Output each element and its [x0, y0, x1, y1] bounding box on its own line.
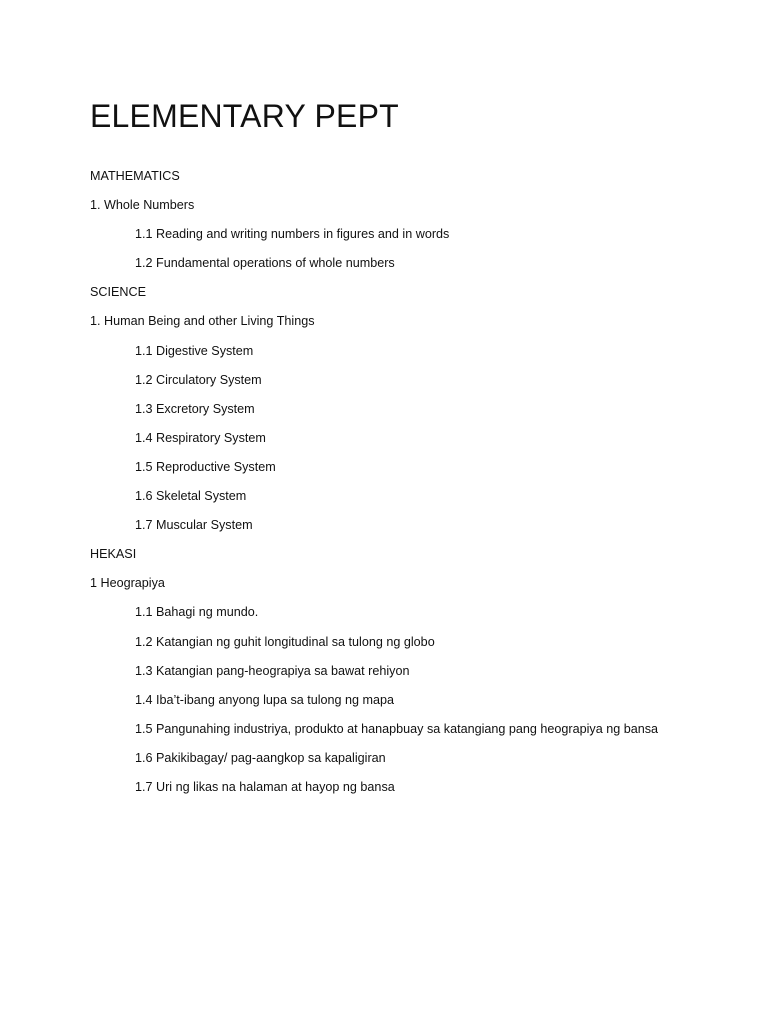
subtopic-item: 1.7 Uri ng likas na halaman at hayop ng bansa: [135, 779, 395, 794]
subtopic-item: 1.5 Reproductive System: [135, 459, 276, 474]
topic-human-being: 1. Human Being and other Living Things: [90, 314, 315, 329]
subtopic-item: 1.2 Fundamental operations of whole numbers: [135, 256, 395, 271]
section-heading-science: SCIENCE: [90, 285, 146, 300]
document-title: ELEMENTARY PEPT: [90, 98, 399, 134]
section-heading-hekasi: HEKASI: [90, 547, 137, 562]
subtopic-item: 1.6 Pakikibagay/ pag-aangkop sa kapaligiran: [135, 750, 386, 765]
document-body: [0, 162, 768, 802]
subtopic-item: 1.2 Katangian ng guhit longitudinal sa tulong ng globo: [135, 634, 435, 649]
subtopic-item: 1.1 Reading and writing numbers in figures and in words: [135, 227, 450, 242]
topic-heograpiya: 1 Heograpiya: [90, 576, 165, 591]
section-heading-mathematics: MATHEMATICS: [90, 169, 180, 183]
subtopic-item: 1.3 Katangian pang-heograpiya sa bawat rehiyon: [135, 663, 410, 678]
subtopic-item: 1.6 Skeletal System: [135, 489, 247, 504]
subtopic-item: 1.2 Circulatory System: [135, 372, 262, 387]
subtopic-item: 1.7 Muscular System: [135, 518, 253, 533]
subtopic-item: 1.4 Respiratory System: [135, 430, 266, 445]
topic-whole-numbers: 1. Whole Numbers: [90, 198, 195, 213]
subtopic-item: 1.4 Iba’t-ibang anyong lupa sa tulong ng mapa: [135, 692, 395, 707]
subtopic-item: 1.1 Bahagi ng mundo.: [135, 605, 259, 620]
subtopic-item: 1.5 Pangunahing industriya, produkto at hanapbuay sa katangiang pang heograpiya ng bansa: [135, 721, 659, 736]
subtopic-item: 1.3 Excretory System: [135, 401, 255, 416]
subtopic-item: 1.1 Digestive System: [135, 343, 254, 358]
